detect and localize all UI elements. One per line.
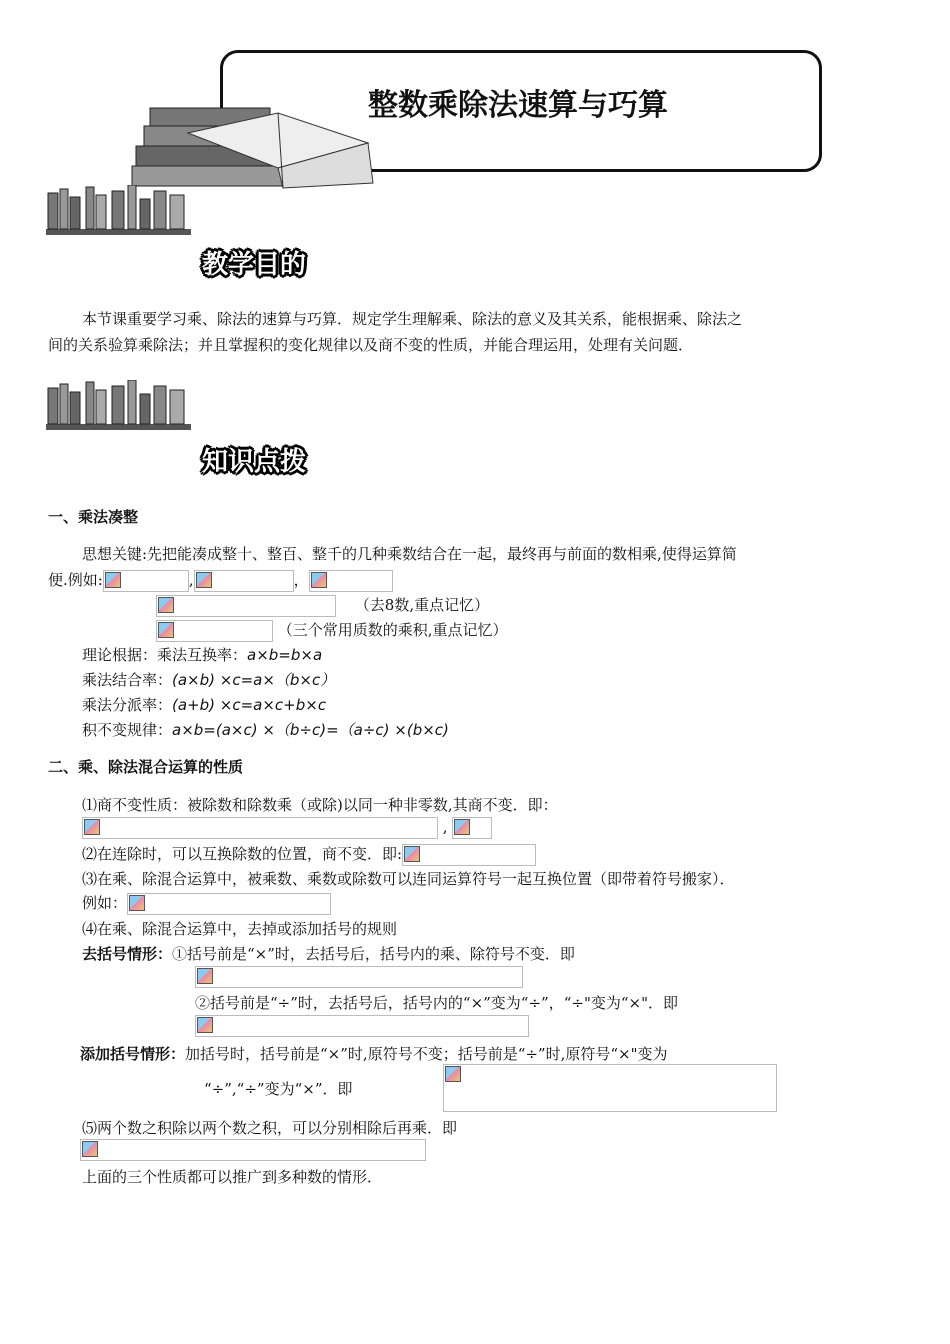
formula-image (80, 1139, 426, 1161)
law-label: 理论根据：乘法互换率： (82, 646, 248, 664)
part1-heading: 一、乘法凑整 (48, 508, 139, 526)
image-placeholder-icon (454, 819, 470, 835)
remove-label: 去括号情形： (82, 945, 173, 963)
image-placeholder-icon (196, 572, 212, 588)
law-formula: a×b=b×a (247, 646, 323, 664)
page-title: 整数乘除法速算与巧算 (368, 88, 668, 123)
formula-image (195, 966, 523, 988)
image-placeholder-icon (82, 1141, 98, 1157)
example-label: 例如： (82, 894, 128, 912)
law-formula: (a×b) ×c=a×（b×c） (172, 671, 336, 689)
law-commutative (82, 644, 322, 665)
property-2-text: ⑵在连除时，可以互换除数的位置，商不变．即: (82, 845, 403, 863)
image-placeholder-icon (445, 1066, 461, 1082)
remove-rule-2: ②括号前是“÷”时，去括号后，括号内的“×”变为“÷”，“÷"变为“×"．即 (195, 994, 678, 1012)
law-distributive (82, 694, 326, 715)
note1: （去8数,重点记忆） (354, 596, 490, 614)
goal-heading: 教学目的 (202, 250, 307, 280)
note2: （三个常用质数的乘积,重点记忆） (277, 621, 508, 639)
property-1-formulas (82, 817, 492, 839)
image-placeholder-icon (311, 572, 327, 588)
image-placeholder-icon (158, 597, 174, 613)
property-4: ⑷在乘、除混合运算中，去掉或添加括号的规则 (82, 920, 398, 938)
formula-image (195, 1015, 529, 1037)
goal-text-line-2: 间的关系验算乘除法；并且掌握积的变化规律以及商不变的性质，并能合理运用，处理有关问题． (48, 336, 694, 354)
formula-image (194, 570, 294, 592)
formula-image (452, 817, 492, 839)
image-placeholder-icon (105, 572, 121, 588)
formula-image (156, 595, 336, 617)
add-rule-text: 加括号时，括号前是“×”时,原符号不变；括号前是“÷”时,原符号“×"变为 (185, 1045, 668, 1063)
formula-image (309, 570, 393, 592)
add-label: 添加括号情形： (80, 1045, 186, 1063)
law-formula: (a+b) ×c=a×c+b×c (172, 696, 327, 714)
remove-rule-1-formula (195, 966, 523, 988)
law-label: 乘法结合率： (82, 671, 173, 689)
bookshelf-icon (46, 185, 191, 237)
law-formula: a×b=(a×c) ×（b÷c)=（a÷c) ×(b×c) (172, 721, 449, 739)
add-rule-formula (443, 1064, 777, 1112)
image-placeholder-icon (84, 819, 100, 835)
property-5: ⑸两个数之积除以两个数之积，可以分别相除后再乘．即 (82, 1119, 458, 1137)
law-associative (82, 669, 335, 690)
image-placeholder-icon (129, 895, 145, 911)
formula-image (402, 844, 536, 866)
property-3: ⑶在乘、除混合运算中，被乘数、乘数或除数可以连同运算符号一起互换位置（即带着符号搬家）． (82, 870, 735, 888)
property-3-example (82, 892, 331, 915)
part2-heading: 二、乘、除法混合运算的性质 (48, 758, 244, 776)
law-product (82, 719, 449, 740)
goal-text-line-1: 本节课重要学习乘、除法的速算与巧算．规定学生理解乘、除法的意义及其关系，能根据乘、除法之 (82, 310, 743, 328)
remove-rule-1-text: ①括号前是“×”时，去括号后，括号内的乘、除符号不变．即 (172, 945, 575, 963)
part1-line2 (48, 569, 393, 592)
example-label: 便.例如: (48, 571, 103, 589)
knowledge-heading: 知识点拨 (202, 447, 307, 477)
image-placeholder-icon (197, 1017, 213, 1033)
law-label: 乘法分派率： (82, 696, 173, 714)
books-illustration (128, 98, 378, 190)
note1-line (156, 594, 489, 617)
image-placeholder-icon (197, 968, 213, 984)
add-rule (80, 1043, 668, 1064)
formula-image (82, 817, 438, 839)
note2-line (156, 619, 508, 642)
formula-image (443, 1064, 777, 1112)
property-5-formula (80, 1139, 426, 1161)
formula-image (127, 893, 331, 915)
bookshelf-icon (46, 380, 191, 432)
law-label: 积不变规律： (82, 721, 173, 739)
image-placeholder-icon (404, 846, 420, 862)
part1-line1: 思想关键:先把能凑成整十、整百、整千的几种乘数结合在一起，最终再与前面的数相乘,使得运算简 (82, 545, 737, 563)
comma: ， (293, 571, 309, 589)
add-rule-line2: “÷”,“÷”变为“×”．即 (204, 1080, 353, 1098)
property-1: ⑴商不变性质：被除数和除数乘（或除)以同一种非零数,其商不变．即： (82, 796, 558, 814)
image-placeholder-icon (158, 622, 174, 638)
comma: , (442, 818, 448, 836)
formula-image (156, 620, 273, 642)
remove-rule-2-formula (195, 1015, 529, 1037)
formula-image (103, 570, 189, 592)
summary: 上面的三个性质都可以推广到多种数的情形． (82, 1168, 383, 1186)
remove-rule-1 (82, 943, 575, 964)
property-2 (82, 843, 536, 866)
comma: , (188, 571, 194, 589)
